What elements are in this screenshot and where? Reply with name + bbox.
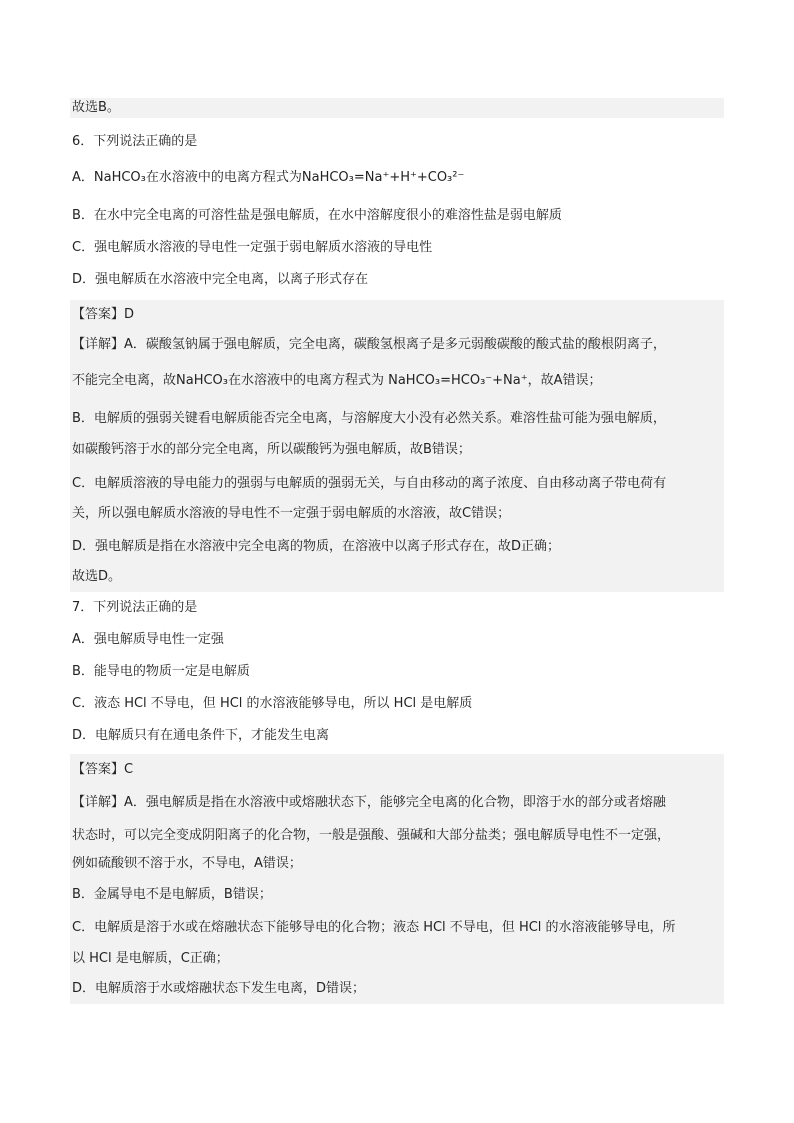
question-7-explanation-line-2: 状态时，可以完全变成阴阳离子的化合物，一般是强酸、强碱和大部分盐类；强电解质导电性不一定强， [70,820,724,850]
question-6-explanation-line-3: B．电解质的强弱关键看电解质能否完全电离，与溶解度大小没有必然关系。难溶性盐可能为强电解质， [70,404,724,434]
question-7-option-d: D．电解质只有在通电条件下，才能发生电离 [72,728,330,743]
question-7-explanation-line-7: D．电解质溶于水或熔融状态下发生电离，D错误； [70,974,724,1004]
question-6-option-a: A．NaHCO₃在水溶液中的电离方程式为NaHCO₃=Na⁺+H⁺+CO₃²⁻ [72,170,465,185]
question-7-option-b: B．能导电的物质一定是电解质 [72,664,250,679]
question-6-option-d: D．强电解质在水溶液中完全电离，以离子形式存在 [72,272,369,287]
question-7-stem: 7．下列说法正确的是 [72,600,198,615]
question-7-answer: 【答案】C [70,754,724,786]
question-7-option-a: A．强电解质导电性一定强 [72,632,224,647]
question-6-explanation-line-5: C．电解质溶液的导电能力的强弱与电解质的强弱无关，与自由移动的离子浓度、自由移动离子带电荷有 [70,468,724,500]
question-7-option-c: C．液态 HCl 不导电，但 HCl 的水溶液能够导电，所以 HCl 是电解质 [72,696,473,711]
question-7-explanation-line-3: 例如硫酸钡不溶于水，不导电，A错误； [70,850,724,880]
question-7-explanation-line-4: B．金属导电不是电解质，B错误； [70,880,724,912]
question-6-stem: 6．下列说法正确的是 [72,134,198,149]
question-7-explanation-line-5: C．电解质是溶于水或在熔融状态下能够导电的化合物；液态 HCl 不导电，但 HCl 的水溶液能够导电，所 [70,912,724,944]
question-6-explanation-line-2: 不能完全电离，故NaHCO₃在水溶液中的电离方程式为 NaHCO₃=HCO₃⁻+Na⁺，故A错误； [70,364,724,404]
solution-conclusion-5: 故选B。 [70,98,724,118]
question-6-option-b: B．在水中完全电离的可溶性盐是强电解质，在水中溶解度很小的难溶性盐是弱电解质 [72,208,562,223]
question-6-explanation-line-6: 关，所以强电解质水溶液的导电性不一定强于弱电解质的水溶液，故C错误； [70,500,724,532]
question-6-explanation-line-4: 如碳酸钙溶于水的部分完全电离，所以碳酸钙为强电解质，故B错误； [70,434,724,468]
question-6-explanation-line-1: 【详解】A．碳酸氢钠属于强电解质，完全电离，碳酸氢根离子是多元弱酸碳酸的酸式盐的酸根阴离子， [70,330,724,364]
question-6-answer: 【答案】D [70,300,724,330]
question-6-option-c: C．强电解质水溶液的导电性一定强于弱电解质水溶液的导电性 [72,240,433,255]
question-7-explanation-line-1: 【详解】A．强电解质是指在水溶液中或熔融状态下，能够完全电离的化合物，即溶于水的部分或者熔融 [70,786,724,820]
question-6-conclusion: 故选D。 [70,562,724,592]
question-7-explanation-line-6: 以 HCl 是电解质，C正确； [70,944,724,974]
question-6-explanation-line-7: D．强电解质是指在水溶液中完全电离的物质，在溶液中以离子形式存在，故D正确； [70,532,724,562]
